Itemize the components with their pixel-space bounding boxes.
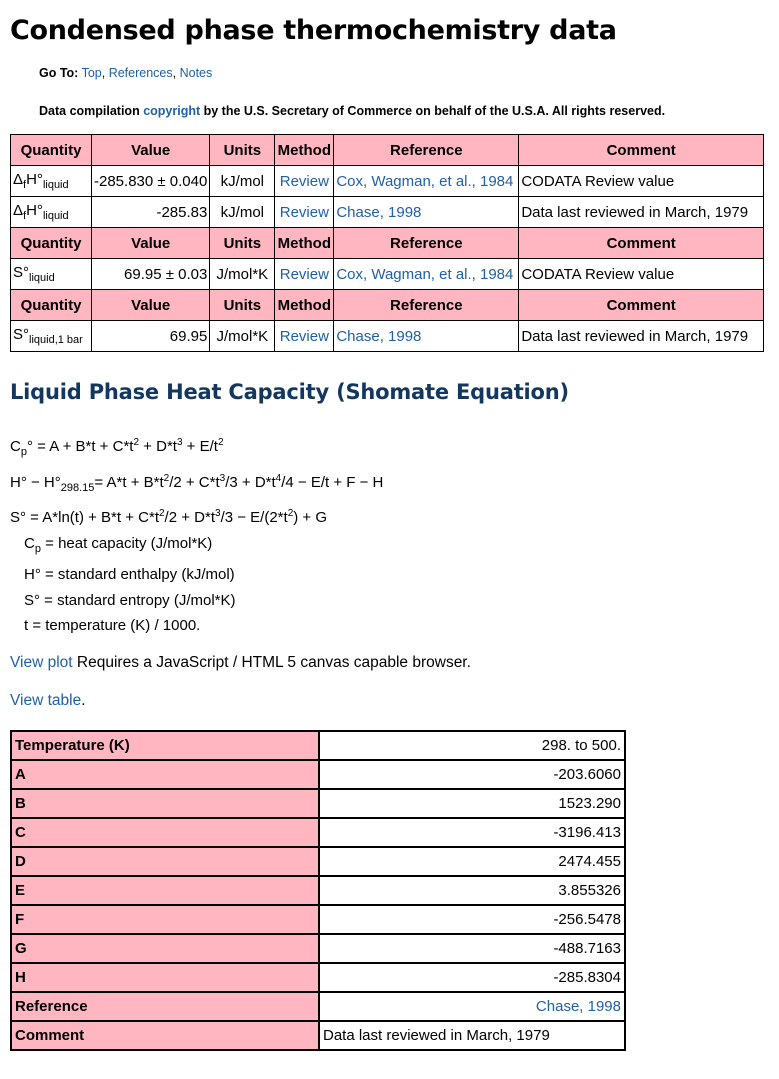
definition-h: H° = standard enthalpy (kJ/mol) [24, 566, 235, 583]
view-table-link[interactable]: View table [10, 691, 82, 709]
row-label: B [11, 789, 319, 818]
enthalpy-equation: $H^\circ - H^\circ_{298.15}= A*t + B*t^2/2 + C*t^3/3 + D*t^4/4 - E/t + F - H$ [10, 472, 384, 494]
method-cell [275, 321, 334, 352]
header-units: Units [210, 135, 275, 166]
row-value: 3.855326 [319, 876, 625, 905]
header-value: Value [92, 135, 210, 166]
table-row [11, 992, 625, 1021]
method-link[interactable]: Review [279, 265, 329, 283]
header-comment: Comment [519, 135, 764, 166]
table-row [11, 818, 625, 847]
comment-cell: Data last reviewed in March, 1979 [519, 321, 764, 352]
reference-cell [334, 197, 519, 228]
reference-link[interactable]: Chase, 1998 [336, 327, 422, 345]
shomate-equations [10, 430, 769, 639]
comment-cell: CODATA Review value [519, 166, 764, 197]
header-value: Value [92, 228, 210, 259]
definition-s: S° = standard entropy (J/mol*K) [24, 591, 236, 609]
header-reference: Reference [334, 135, 519, 166]
row-label: A [11, 760, 319, 789]
reference-link[interactable]: Cox, Wagman, et al., 1984 [336, 265, 514, 283]
reference-cell [334, 321, 519, 352]
copyright-notice: Data compilation copyright by the U.S. Secretary of Commerce on behalf of the U.S.A. All rights reserved. [39, 104, 666, 118]
header-units: Units [210, 228, 275, 259]
row-label: Comment [11, 1021, 319, 1050]
header-method: Method [275, 135, 334, 166]
view-table-line: View table. [10, 691, 86, 709]
header-comment: Comment [519, 290, 764, 321]
table-row [11, 789, 625, 818]
cp-equation: $C_p^\circ = A + B*t + C*t^2 + D*t^3 + E/t^2$ [10, 437, 224, 458]
reference-link[interactable]: Cox, Wagman, et al., 1984 [336, 172, 514, 190]
method-cell [275, 197, 334, 228]
header-quantity: Quantity [11, 135, 92, 166]
row-value: -256.5478 [319, 905, 625, 934]
table-row [11, 166, 764, 197]
shomate-reference-link[interactable]: Chase, 1998 [535, 997, 621, 1015]
table-row [11, 905, 625, 934]
row-label: D [11, 847, 319, 876]
table-row [11, 321, 764, 352]
table-header-row [11, 290, 764, 321]
header-reference: Reference [334, 290, 519, 321]
units-cell: J/mol*K [210, 321, 275, 352]
goto-nav: Go To: Top, References, Notes [39, 66, 213, 80]
table-row [11, 1021, 625, 1050]
header-quantity: Quantity [11, 228, 92, 259]
page-title: Condensed phase thermochemistry data [10, 15, 617, 46]
units-cell: J/mol*K [210, 259, 275, 290]
quantity-cell: $S^\circ_{liquid,1 bar}$ [11, 321, 92, 352]
comment-cell: Data last reviewed in March, 1979 [519, 197, 764, 228]
reference-value [319, 992, 625, 1021]
row-value: 2474.455 [319, 847, 625, 876]
method-cell [275, 166, 334, 197]
row-value: -3196.413 [319, 818, 625, 847]
row-label: Temperature (K) [11, 731, 319, 760]
goto-label: Go To: [39, 66, 79, 80]
row-label: G [11, 934, 319, 963]
row-label: F [11, 905, 319, 934]
definition-cp: $C_p$ = heat capacity (J/mol*K) [24, 534, 213, 555]
reference-cell [334, 166, 519, 197]
shomate-table [10, 730, 626, 1051]
table-row [11, 847, 625, 876]
comment-value: Data last reviewed in March, 1979 [319, 1021, 625, 1050]
thermo-table [10, 134, 764, 352]
row-label: E [11, 876, 319, 905]
goto-top-link[interactable]: Top [81, 66, 102, 80]
method-link[interactable]: Review [279, 203, 329, 221]
view-plot-line: View plot Requires a JavaScript / HTML 5 canvas capable browser. [10, 653, 471, 671]
value-cell: 69.95 [92, 321, 210, 352]
method-link[interactable]: Review [279, 327, 329, 345]
quantity-cell: $\Delta_fH^\circ_{liquid}$ [11, 166, 92, 197]
units-cell: kJ/mol [210, 197, 275, 228]
definition-t: t = temperature (K) / 1000. [24, 617, 201, 634]
header-comment: Comment [519, 228, 764, 259]
table-row [11, 760, 625, 789]
row-value: 1523.290 [319, 789, 625, 818]
row-label: C [11, 818, 319, 847]
value-cell: 69.95 ± 0.03 [92, 259, 210, 290]
header-method: Method [275, 290, 334, 321]
value-cell: -285.830 ± 0.040 [92, 166, 210, 197]
table-row [11, 963, 625, 992]
header-units: Units [210, 290, 275, 321]
quantity-cell: $S^\circ_{liquid}$ [11, 259, 92, 290]
entropy-equation: $S^\circ = A*\ln(t) + B*t + C*t^2/2 + D*t^3/3 - E/(2*t^2) + G$ [10, 508, 328, 526]
table-row [11, 197, 764, 228]
row-value: -285.8304 [319, 963, 625, 992]
view-plot-link[interactable]: View plot [10, 653, 73, 671]
header-method: Method [275, 228, 334, 259]
table-header-row [11, 135, 764, 166]
table-row [11, 731, 625, 760]
row-value: -488.7163 [319, 934, 625, 963]
shomate-heading: Liquid Phase Heat Capacity (Shomate Equation) [10, 380, 569, 404]
header-reference: Reference [334, 228, 519, 259]
row-value: -203.6060 [319, 760, 625, 789]
goto-notes-link[interactable]: Notes [179, 66, 213, 80]
row-value: 298. to 500. [319, 731, 625, 760]
comment-cell: CODATA Review value [519, 259, 764, 290]
table-row [11, 934, 625, 963]
header-value: Value [92, 290, 210, 321]
copyright-link[interactable]: copyright [143, 104, 201, 118]
goto-references-link[interactable]: References [108, 66, 173, 80]
units-cell: kJ/mol [210, 166, 275, 197]
quantity-cell: $\Delta_fH^\circ_{liquid}$ [11, 197, 92, 228]
method-cell [275, 259, 334, 290]
table-header-row [11, 228, 764, 259]
row-label: H [11, 963, 319, 992]
table-row [11, 876, 625, 905]
value-cell: -285.83 [92, 197, 210, 228]
row-label: Reference [11, 992, 319, 1021]
header-quantity: Quantity [11, 290, 92, 321]
reference-cell [334, 259, 519, 290]
table-row [11, 259, 764, 290]
reference-link[interactable]: Chase, 1998 [336, 203, 422, 221]
method-link[interactable]: Review [279, 172, 329, 190]
